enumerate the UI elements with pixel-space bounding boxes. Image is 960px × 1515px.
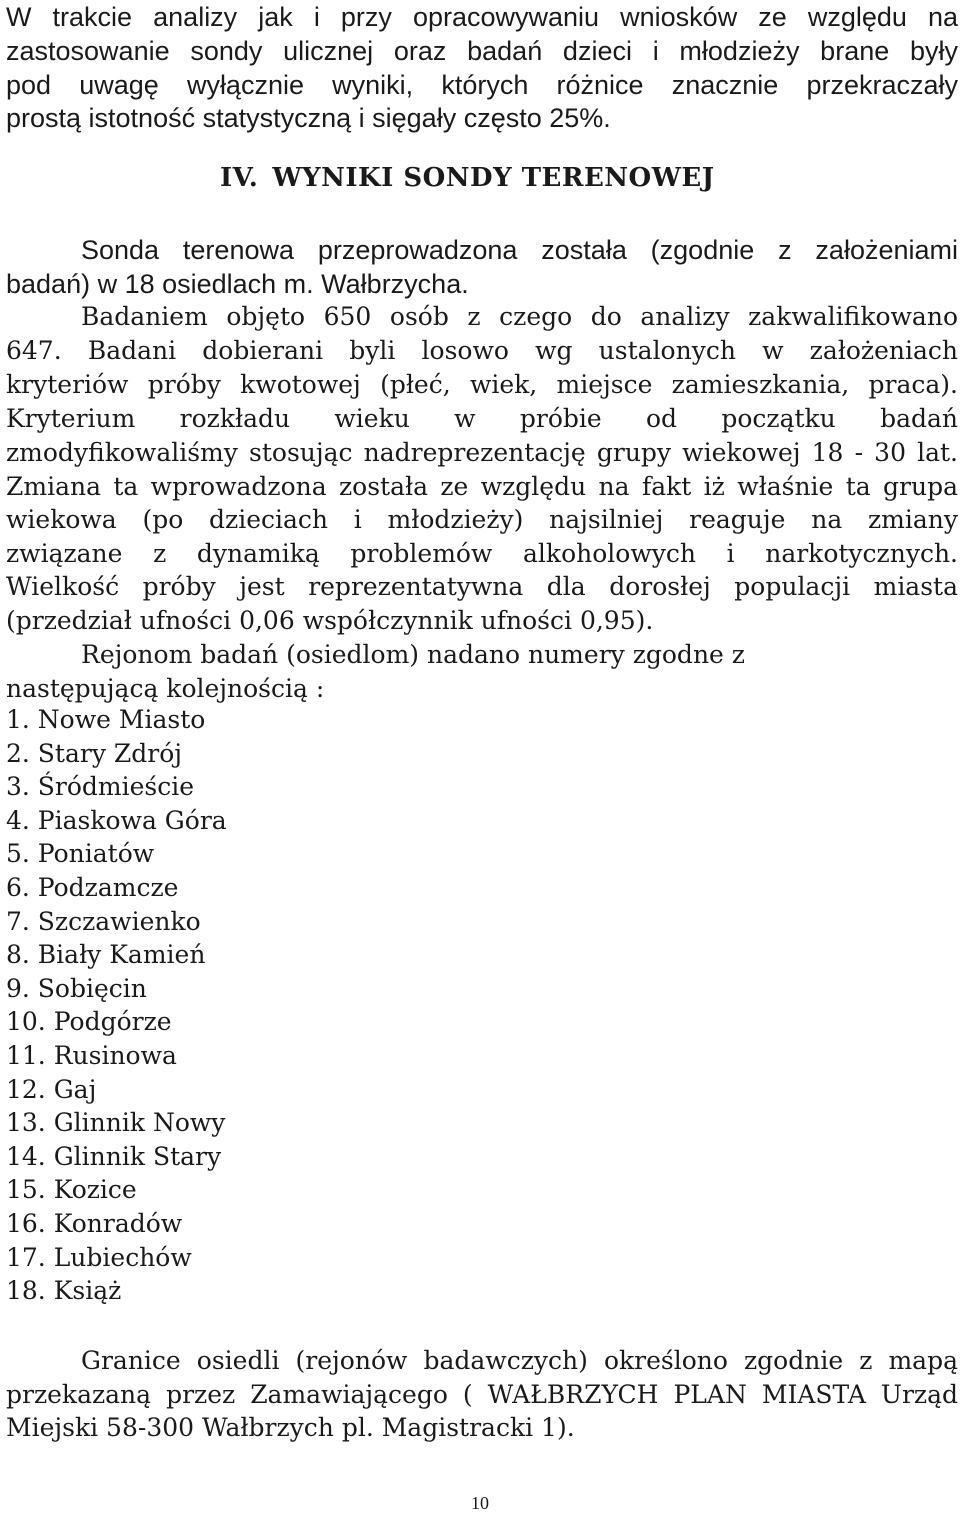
list-item: 16. Konradów <box>6 1208 183 1238</box>
body-p2-line-3: kryteriów próby kwotowej (płeć, wiek, miejsce zamieszkania, praca). <box>6 370 958 399</box>
list-item: 5. Poniatów <box>6 839 155 869</box>
list-item: 1. Nowe Miasto <box>6 705 206 734</box>
list-item: 3. Śródmieście <box>6 772 195 802</box>
body-p2-line-7: wiekowa (po dzieciach i młodzieży) najsilniej reaguje na zmiany <box>6 505 958 534</box>
list-item: 15. Kozice <box>6 1175 137 1205</box>
section-heading <box>220 163 715 193</box>
list-item: 18. Książ <box>6 1276 122 1306</box>
list-item: 11. Rusinowa <box>6 1040 177 1070</box>
body-p3-line-1: Rejonom badań (osiedlom) nadano numery zgodne z <box>81 640 745 669</box>
section-number: IV. <box>220 163 259 193</box>
list-item: 9. Sobięcin <box>6 973 147 1003</box>
list-item: 12. Gaj <box>6 1074 97 1104</box>
body-p2-line-4: Kryterium rozkładu wieku w próbie od początku badań <box>6 404 958 433</box>
body-p2-line-5: zmodyfikowaliśmy stosując nadreprezentację grupy wiekowej 18 - 30 lat. <box>6 438 958 467</box>
closing-line-3: Miejski 58-300 Wałbrzych pl. Magistracki 1). <box>6 1413 575 1442</box>
closing-line-1: Granice osiedli (rejonów badawczych) określono zgodnie z mapą <box>81 1346 958 1375</box>
body-p2-line-2: 647. Badani dobierani byli losowo wg ustalonych w założeniach <box>6 336 958 365</box>
body-p2-line-1: Badaniem objęto 650 osób z czego do analizy zakwalifikowano <box>81 302 958 331</box>
body-p2-line-8: związane z dynamiką problemów alkoholowych i narkotycznych. <box>6 539 958 568</box>
list-item: 17. Lubiechów <box>6 1242 192 1272</box>
intro-line-3: pod uwagę wyłącznie wyniki, których różnice znacznie przekraczały <box>6 70 958 100</box>
list-item: 13. Glinnik Nowy <box>6 1108 226 1138</box>
list-item: 10. Podgórze <box>6 1007 172 1037</box>
body-p2-line-9: Wielkość próby jest reprezentatywna dla dorosłej populacji miasta <box>6 572 958 601</box>
body-p3-line-2: następującą kolejnością : <box>6 674 325 703</box>
district-list <box>6 703 227 1308</box>
intro-line-4: prostą istotność statystyczną i sięgały często 25%. <box>6 103 611 133</box>
body-p2-line-6: Zmiana ta wprowadzona została ze względu na fakt iż właśnie ta grupa <box>6 472 958 501</box>
list-item: 6. Podzamcze <box>6 872 179 902</box>
list-item: 2. Stary Zdrój <box>6 738 183 768</box>
page-number: 10 <box>471 1493 489 1513</box>
list-item: 14. Glinnik Stary <box>6 1141 222 1171</box>
intro-line-1: W trakcie analizy jak i przy opracowywaniu wniosków ze względu na <box>6 2 958 32</box>
body-p1-line-2: badań) w 18 osiedlach m. Wałbrzycha. <box>6 269 469 299</box>
list-item: 7. Szczawienko <box>6 906 201 936</box>
intro-line-2: zastosowanie sondy ulicznej oraz badań dzieci i młodzieży brane były <box>6 36 958 66</box>
list-item: 4. Piaskowa Góra <box>6 805 227 835</box>
section-title: WYNIKI SONDY TERENOWEJ <box>272 163 715 193</box>
body-p1-line-1: Sonda terenowa przeprowadzona została (zgodnie z założeniami <box>81 235 958 265</box>
closing-line-2: przekazaną przez Zamawiającego ( WAŁBRZYCH PLAN MIASTA Urząd <box>6 1380 958 1409</box>
body-p2-line-10: (przedział ufności 0,06 współczynnik ufności 0,95). <box>6 606 654 635</box>
list-item: 8. Biały Kamień <box>6 940 206 970</box>
